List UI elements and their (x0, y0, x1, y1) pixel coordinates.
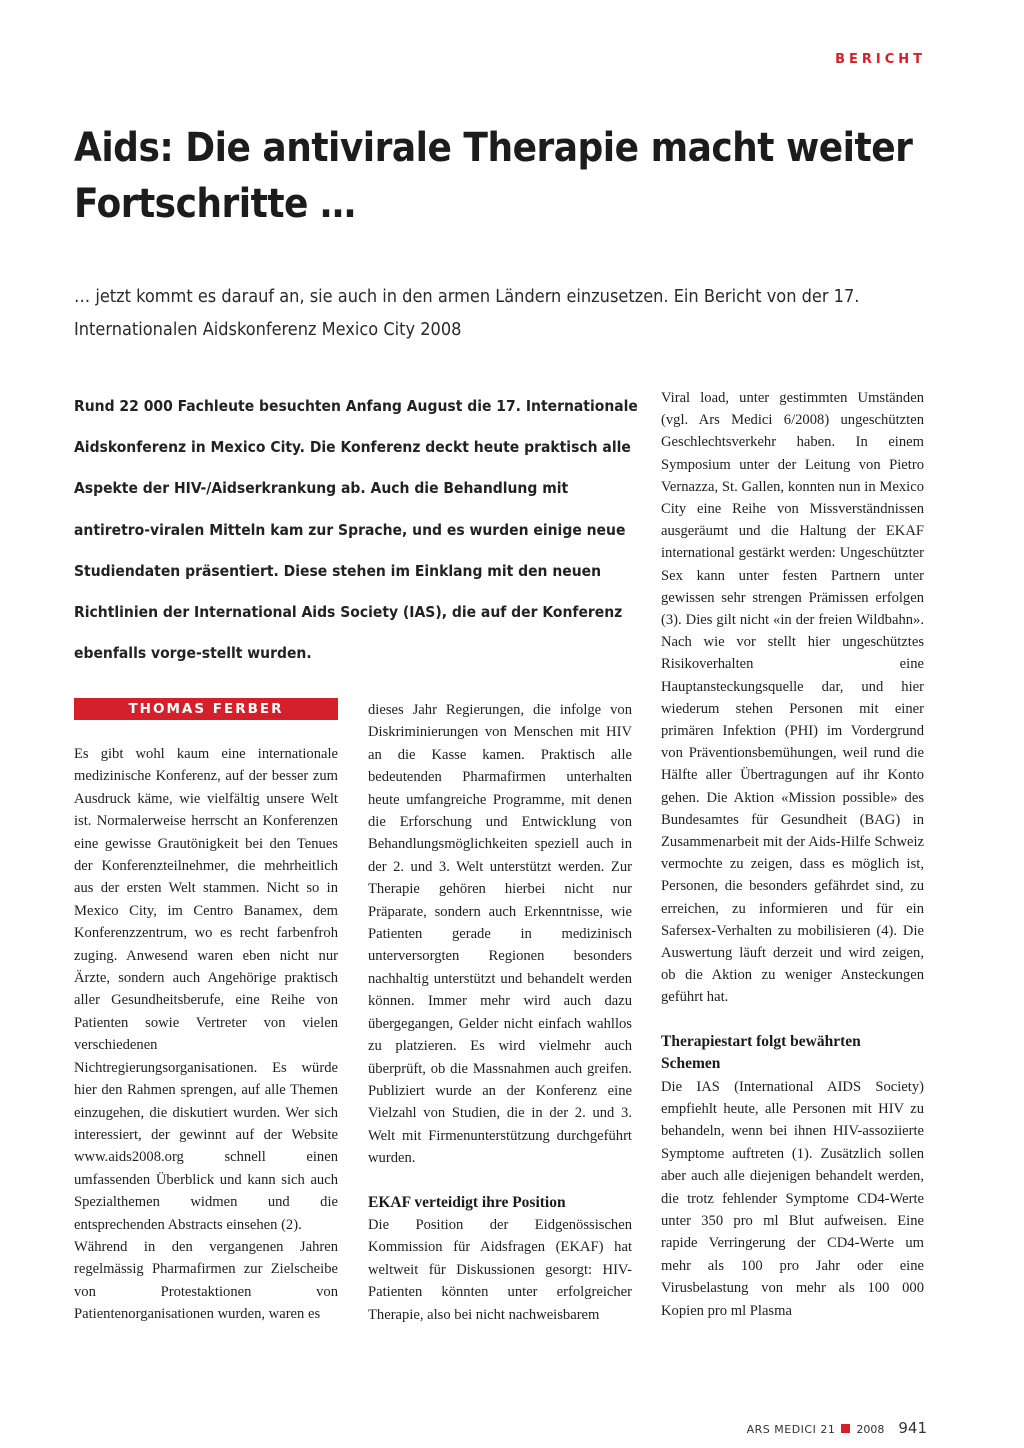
col3-paragraph-2: Die IAS (International AIDS Society) empfiehlt heute, alle Personen mit HIV zu behandeln, wenn bei ihnen HIV-assoziierte Symptome auftreten (1). Zusätzlich sollen aber auch alle diejenigen behandelt werden, die trotz fehlender Symptome CD4-Werte unter 350 pro ml Blut aufweisen. Eine rapide Verringerung der CD4-Werte um mehr als 100 pro Jahr oder eine Virusbelastung von mehr als 100 000 Kopien pro ml Plasma (661, 1078, 924, 1319)
article-title: Aids: Die antivirale Therapie macht weiter Fortschritte … (74, 125, 913, 227)
text-column-3 (661, 387, 924, 1322)
text-column-2 (368, 699, 632, 1326)
col3-section-heading: Therapiestart folgt bewährten Schemen (661, 1032, 861, 1073)
issue-year: 2008 (856, 1423, 885, 1436)
col1-paragraph-1: Es gibt wohl kaum eine internationale medizinische Konferenz, auf der besser zum Ausdruck käme, wie vielfältig unsere Welt ist. Normalerweise herrscht an Konferenzen eine gewisse Grautönigkeit bei den Tenues der Konferenzteilnehmer, die mehrheitlich aus der ersten Welt stammen. Nicht so in Mexico City, im Centro Banamex, dem Konferenzzentrum, wo es recht farbenfroh zuging. Anwesend waren eben nicht nur Ärzte, sondern auch Angehörige praktisch aller Gesundheitsberufe, eine Reihe von Patienten sowie Vertreter von vielen verschiedenen Nichtregierungsorganisationen. Es würde hier den Rahmen sprengen, auf alle Themen einzugehen, die diskutiert wurden. Wer sich interessiert, der gewinnt auf der Website www.aids2008.org schnell einen umfassenden Überblick und kann sich auch Spezialthemen widmen und die entsprechenden Abstracts einsehen (2). (74, 746, 338, 1233)
col2-section-heading: EKAF verteidigt ihre Position (368, 1193, 566, 1211)
article-subtitle: … jetzt kommt es darauf an, sie auch in den armen Ländern einzusetzen. Ein Bericht von der 17. Internationalen Aidskonferenz Mexico City 2008 (74, 286, 860, 340)
author-byline: THOMAS FERBER (74, 698, 338, 720)
section-label: BERICHT (835, 52, 926, 67)
red-square-icon (841, 1424, 850, 1433)
page-number: 941 (898, 1419, 927, 1437)
col1-paragraph-2: Während in den vergangenen Jahren regelmässig Pharmafirmen zur Zielscheibe von Protestaktionen von Patientenorganisationen wurden, waren es (74, 1238, 338, 1323)
col3-paragraph-1: Viral load, unter gestimmten Umständen (vgl. Ars Medici 6/2008) ungeschützten Geschlechtsverkehr haben. In einem Symposium unter der Leitung von Pietro Vernazza, St. Gallen, konnten nun in Mexico City eine Reihe von Missverständnissen ausgeräumt und die Haltung der EKAF international gestärkt werden: Ungeschützter Sex kann unter festen Partnern unter gewissen sehr strengen Prämissen erfolgen (3). Dies gilt nicht «in der freien Wildbahn». Nach wie vor stellt hier ungeschütztes Risikoverhalten eine Hauptansteckungsquelle dar, und hier wiederum stehen Personen mit einer primären Infektion (PHI) im Vordergrund von Präventionsbemühungen, weil rund die Hälfte aller Übertragungen auf ihr Konto gehen. Die Aktion «Mission possible» des Bundesamtes für Gesundheit (BAG) in Zusammenarbeit mit der Aids-Hilfe Schweiz vermochte zu zeigen, dass es möglich ist, Personen, die besonders gefährdet sind, zu erreichen, zu informieren und für ein Safersex-Verhalten zu mobilisieren (4). Die Auswertung läuft derzeit und wird zeigen, ob die Aktion zu weniger Ansteckungen geführt hat. (661, 390, 924, 1006)
lead-paragraph: Rund 22 000 Fachleute besuchten Anfang August die 17. Internationale Aidskonferenz in Mexico City. Die Konferenz deckt heute praktisch alle Aspekte der HIV-/Aidserkrankung ab. Auch die Behandlung mit antiretro-viralen Mitteln kam zur Sprache, und es wurden einige neue Studiendaten präsentiert. Diese stehen im Einklang mit den neuen Richtlinien der International Aids Society (IAS), die auf der Konferenz ebenfalls vorge-stellt wurden. (74, 397, 638, 663)
col2-paragraph-1: dieses Jahr Regierungen, die infolge von Diskriminierungen von Menschen mit HIV an die Kasse kamen. Praktisch alle bedeutenden Pharmafirmen unterhalten heute umfangreiche Programme, mit denen die Erforschung und Entwicklung von Behandlungsmöglichkeiten speziell auch in der 2. und 3. Welt unterstützt werden. Zur Therapie gehören hierbei nicht nur Präparate, sondern auch Erkenntnisse, wie Patienten gerade in medizinisch unterversorgten Regionen besonders nachhaltig unterstützt und behandelt werden können. Immer mehr wird auch dazu übergegangen, Gelder nicht einfach wahllos zu platzieren. Es wird vielmehr auch überprüft, ob die Massnahmen auch greifen. Publiziert wurde an der Konferenz eine Vielzahl von Studien, die in der 2. und 3. Welt mit Firmenunterstützung durchgeführt wurden. (368, 702, 632, 1167)
journal-name: ARS MEDICI 21 (746, 1423, 836, 1436)
text-column-1 (74, 743, 338, 1326)
page-footer (747, 1419, 927, 1437)
col2-paragraph-2: Die Position der Eidgenössischen Kommission für Aidsfragen (EKAF) hat weltweit für Diskussionen gesorgt: HIV-Patienten könnten unter erfolgreicher Therapie, also bei nicht nachweisbarem (368, 1216, 632, 1323)
